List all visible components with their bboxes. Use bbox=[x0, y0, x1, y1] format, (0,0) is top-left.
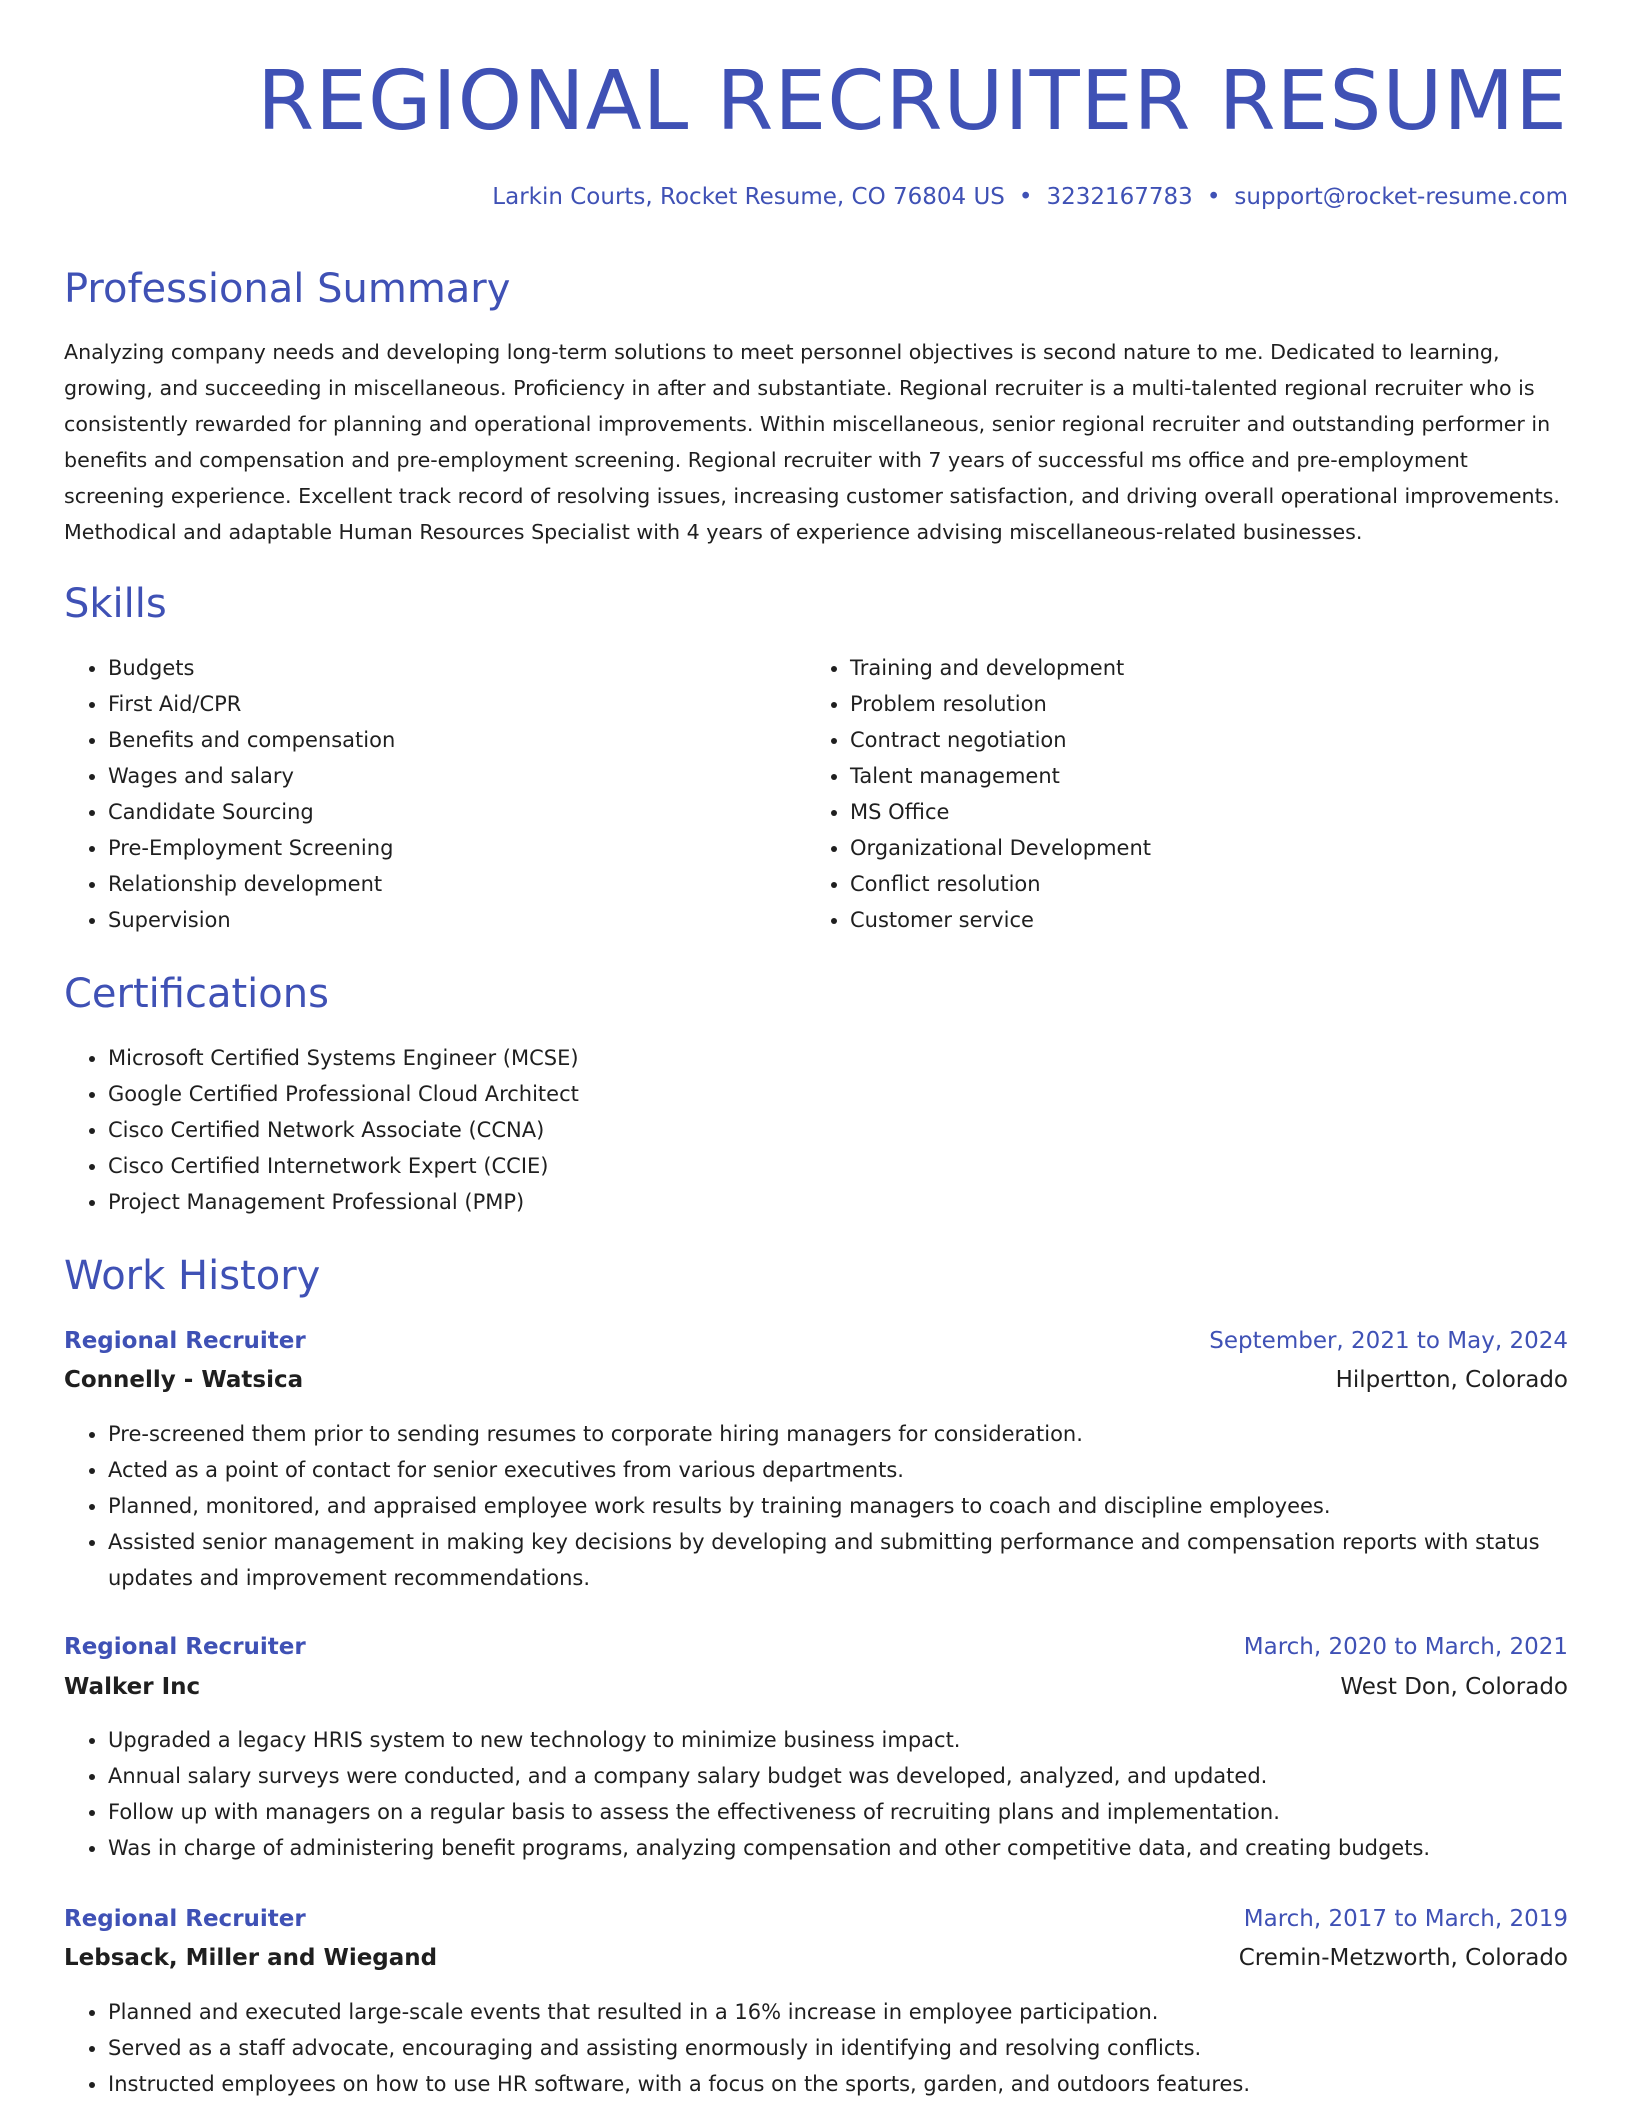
job-title: Regional Recruiter bbox=[64, 1906, 306, 1932]
job-bullet: • Follow up with managers on a regular basis to assess the effectiveness of recruiting plans and implementation. bbox=[108, 1794, 1568, 1830]
certification-item: • Cisco Certified Internetwork Expert (CCIE) bbox=[108, 1148, 1568, 1184]
summary-heading: Professional Summary bbox=[64, 266, 511, 312]
skill-item: • Customer service bbox=[850, 902, 1550, 938]
job-bullet: • Upgraded a legacy HRIS system to new technology to minimize business impact. bbox=[108, 1722, 1568, 1758]
contact-phone: 3232167783 bbox=[1046, 184, 1193, 210]
contact-email: support@rocket-resume.com bbox=[1234, 184, 1568, 210]
job-dates: September, 2021 to May, 2024 bbox=[1209, 1328, 1568, 1354]
contact-separator: • bbox=[1206, 184, 1221, 210]
certification-item: • Project Management Professional (PMP) bbox=[108, 1184, 1568, 1220]
job-bullets bbox=[64, 1722, 1568, 1866]
skill-item: • Candidate Sourcing bbox=[108, 794, 808, 830]
job-bullet: • Planned, monitored, and appraised employee work results by training managers to coach and discipline employees. bbox=[108, 1488, 1568, 1524]
job-bullet: • Assisted senior management in making key decisions by developing and submitting performance and compensation reports with status updates and improvement recommendations. bbox=[108, 1524, 1568, 1596]
skill-item: • Organizational Development bbox=[850, 830, 1550, 866]
work-history-heading: Work History bbox=[64, 1253, 321, 1299]
job-bullet: • Planned and executed large-scale events that resulted in a 16% increase in employee participation. bbox=[108, 1994, 1568, 2030]
skill-item: • Talent management bbox=[850, 758, 1550, 794]
job-bullet: • Was in charge of administering benefit programs, analyzing compensation and other competitive data, and creating budgets. bbox=[108, 1830, 1568, 1866]
job-title: Regional Recruiter bbox=[64, 1634, 306, 1660]
job-bullet: • Served as a staff advocate, encouraging and assisting enormously in identifying and resolving conflicts. bbox=[108, 2030, 1568, 2066]
skill-item: • Problem resolution bbox=[850, 686, 1550, 722]
certification-item: • Microsoft Certified Systems Engineer (MCSE) bbox=[108, 1040, 1568, 1076]
job-company: Lebsack, Miller and Wiegand bbox=[64, 1945, 438, 1971]
skill-item: • Budgets bbox=[108, 650, 808, 686]
resume-title: REGIONAL RECRUITER RESUME bbox=[257, 54, 1568, 149]
job-bullets bbox=[64, 1994, 1568, 2102]
skill-item: • Relationship development bbox=[108, 866, 808, 902]
job-company: Connelly - Watsica bbox=[64, 1367, 304, 1393]
contact-address: Larkin Courts, Rocket Resume, CO 76804 US bbox=[492, 184, 1005, 210]
job-dates: March, 2017 to March, 2019 bbox=[1243, 1906, 1568, 1932]
skills-list-right bbox=[806, 650, 1550, 938]
job-bullet: • Annual salary surveys were conducted, and a company salary budget was developed, analyzed, and updated. bbox=[108, 1758, 1568, 1794]
skills-heading: Skills bbox=[64, 581, 167, 627]
job-title: Regional Recruiter bbox=[64, 1328, 306, 1354]
skill-item: • Training and development bbox=[850, 650, 1550, 686]
job-bullet: • Instructed employees on how to use HR software, with a focus on the sports, garden, and outdoors features. bbox=[108, 2066, 1568, 2102]
job-dates: March, 2020 to March, 2021 bbox=[1243, 1634, 1568, 1660]
skill-item: • First Aid/CPR bbox=[108, 686, 808, 722]
job-bullet: • Acted as a point of contact for senior executives from various departments. bbox=[108, 1452, 1568, 1488]
job-bullets bbox=[64, 1416, 1568, 1596]
skills-list-left bbox=[64, 650, 808, 938]
job-location: Cremin-Metzworth, Colorado bbox=[1238, 1945, 1568, 1971]
skill-item: • MS Office bbox=[850, 794, 1550, 830]
skill-item: • Pre-Employment Screening bbox=[108, 830, 808, 866]
job-bullet: • Pre-screened them prior to sending resumes to corporate hiring managers for consideration. bbox=[108, 1416, 1568, 1452]
skill-item: • Contract negotiation bbox=[850, 722, 1550, 758]
certification-item: • Google Certified Professional Cloud Architect bbox=[108, 1076, 1568, 1112]
contact-separator: • bbox=[1018, 184, 1033, 210]
job-location: Hilpertton, Colorado bbox=[1335, 1367, 1568, 1393]
skill-item: • Conflict resolution bbox=[850, 866, 1550, 902]
job-location: West Don, Colorado bbox=[1340, 1674, 1568, 1700]
skill-item: • Wages and salary bbox=[108, 758, 808, 794]
job-company: Walker Inc bbox=[64, 1674, 201, 1700]
summary-text: Analyzing company needs and developing long-term solutions to meet personnel objectives is second nature to me. Dedicated to learning, growing, and succeeding in miscellaneous. Proficiency in after and substantiate. Regional recruiter is a multi-talented regional recruiter who is consistently rewarded for planning and operational improvements. Within miscellaneous, senior regional recruiter and outstanding performer in benefits and compensation and pre-employment screening. Regional recruiter with 7 years of successful ms office and pre-employment screening experience. Excellent track record of resolving issues, increasing customer satisfaction, and driving overall operational improvements. Methodical and adaptable Human Resources Specialist with 4 years of experience advising miscellaneous-related businesses. bbox=[64, 340, 1560, 544]
certification-item: • Cisco Certified Network Associate (CCNA) bbox=[108, 1112, 1568, 1148]
skill-item: • Supervision bbox=[108, 902, 808, 938]
contact-line bbox=[492, 180, 1568, 214]
skill-item: • Benefits and compensation bbox=[108, 722, 808, 758]
certifications-heading: Certifications bbox=[64, 971, 329, 1017]
certifications-list bbox=[64, 1040, 1568, 1220]
